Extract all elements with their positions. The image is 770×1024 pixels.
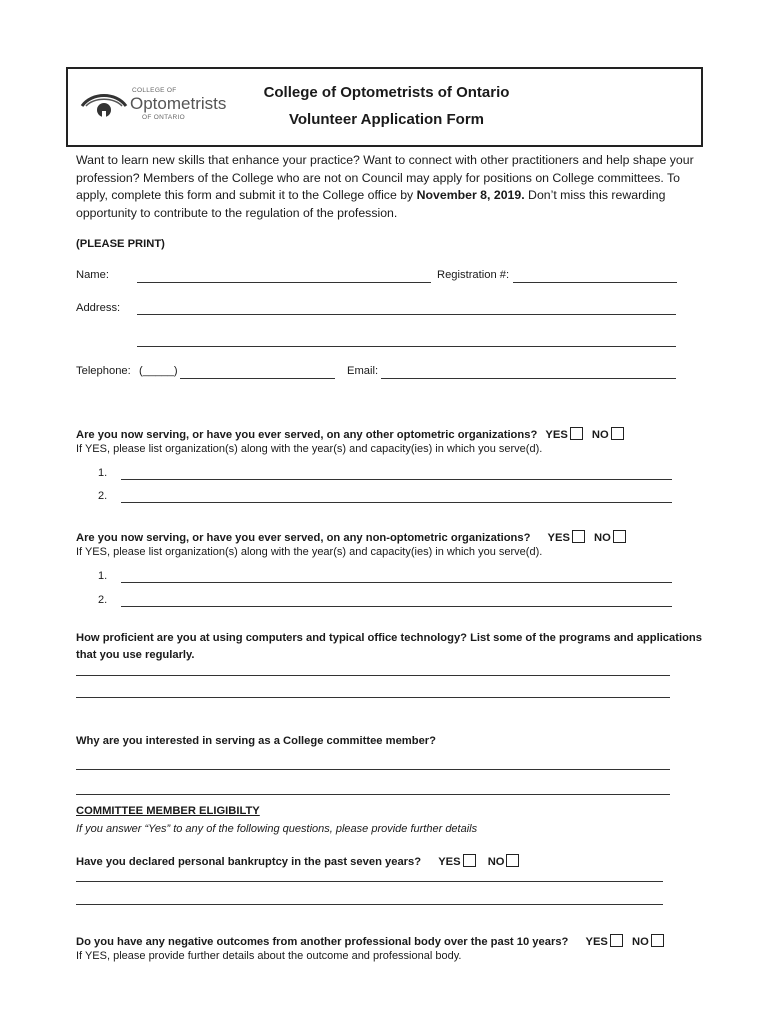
outcomes-row xyxy=(76,934,664,948)
email-label: Email: xyxy=(347,365,379,377)
eligibility-heading: COMMITTEE MEMBER ELIGIBILTY xyxy=(76,805,260,817)
logo-line-1: COLLEGE OF xyxy=(132,87,177,94)
address-label: Address: xyxy=(76,302,121,314)
bankruptcy-details-line-1[interactable] xyxy=(76,881,663,882)
outcomes-yes-label: YES xyxy=(585,936,608,948)
q1-no-checkbox[interactable] xyxy=(611,427,624,440)
outcomes-no-checkbox[interactable] xyxy=(651,934,664,947)
address-input-line-1[interactable] xyxy=(137,314,676,315)
bankruptcy-row xyxy=(76,854,519,868)
outcomes-yes-checkbox[interactable] xyxy=(610,934,623,947)
q1-no-label: NO xyxy=(591,429,609,441)
email-input-line[interactable] xyxy=(381,378,676,379)
q3-question-line-2: that you use regularly. xyxy=(76,649,195,661)
address-input-line-2[interactable] xyxy=(137,346,676,347)
q3-answer-line-1[interactable] xyxy=(76,675,670,676)
outcomes-no-label: NO xyxy=(632,936,649,948)
q2-item-2-number: 2. xyxy=(98,594,108,606)
q1-item-2-line[interactable] xyxy=(121,502,672,503)
bankruptcy-details-line-2[interactable] xyxy=(76,904,663,905)
q1-note: If YES, please list organization(s) along with the year(s) and capacity(ies) in which you serve(d). xyxy=(76,443,543,455)
name-input-line[interactable] xyxy=(137,282,431,283)
logo-line-3: OF ONTARIO xyxy=(142,114,185,121)
q2-row xyxy=(76,530,626,544)
please-print-label: (PLEASE PRINT) xyxy=(76,238,165,250)
form-header xyxy=(66,67,703,147)
q1-row xyxy=(76,427,624,441)
q4-answer-line-2[interactable] xyxy=(76,794,670,795)
q1-yes-checkbox[interactable] xyxy=(570,427,583,440)
bankruptcy-question: Have you declared personal bankruptcy in the past seven years? xyxy=(76,856,422,868)
q4-answer-line-1[interactable] xyxy=(76,769,670,770)
intro-text-end: Don’t miss this rewarding opportunity to contribute to the regulation of the profession. xyxy=(76,188,666,220)
q2-no-checkbox[interactable] xyxy=(613,530,626,543)
q2-item-1-number: 1. xyxy=(98,570,108,582)
q1-question: Are you now serving, or have you ever served, on any other optometric organizations? xyxy=(76,429,538,441)
bankruptcy-no-checkbox[interactable] xyxy=(506,854,519,867)
q2-yes-checkbox[interactable] xyxy=(572,530,585,543)
q3-answer-line-2[interactable] xyxy=(76,697,670,698)
telephone-area-code[interactable]: (_____) xyxy=(139,365,178,377)
name-label: Name: xyxy=(76,269,109,281)
q2-item-2-line[interactable] xyxy=(121,606,672,607)
form-subtitle: Volunteer Application Form xyxy=(288,111,484,128)
intro-paragraph xyxy=(76,152,706,222)
outcomes-note: If YES, please provide further details about the outcome and professional body. xyxy=(76,950,462,962)
telephone-label: Telephone: xyxy=(76,365,131,377)
q1-yes-label: YES xyxy=(545,429,568,441)
outcomes-question: Do you have any negative outcomes from another professional body over the past 10 years? xyxy=(76,936,569,948)
q2-item-1-line[interactable] xyxy=(121,582,672,583)
bankruptcy-yes-label: YES xyxy=(438,856,461,868)
intro-text: Want to learn new skills that enhance your practice? Want to connect with other practitioners and help shape your profession? Members of the College who are not on Council may apply for positions on College committees. To apply, complete this form and submit it to the College office by xyxy=(76,153,694,203)
form-title: College of Optometrists of Ontario xyxy=(263,84,510,101)
q3-question-line-1: How proficient are you at using computers and typical office technology? List some of the programs and applications xyxy=(76,632,702,644)
q2-question: Are you now serving, or have you ever served, on any non-optometric organizations? xyxy=(76,532,531,544)
q2-note: If YES, please list organization(s) along with the year(s) and capacity(ies) in which you serve(d). xyxy=(76,546,543,558)
telephone-input-line[interactable] xyxy=(180,378,335,379)
deadline: November 8, 2019. xyxy=(416,188,525,203)
bankruptcy-no-label: NO xyxy=(487,856,505,868)
q4-question: Why are you interested in serving as a College committee member? xyxy=(76,735,436,747)
registration-label: Registration #: xyxy=(437,269,510,281)
logo-line-2: Optometrists xyxy=(130,94,227,113)
q1-item-1-number: 1. xyxy=(98,467,108,479)
q1-item-2-number: 2. xyxy=(98,490,108,502)
bankruptcy-yes-checkbox[interactable] xyxy=(463,854,476,867)
registration-input-line[interactable] xyxy=(513,282,677,283)
q2-no-label: NO xyxy=(594,532,611,544)
q1-item-1-line[interactable] xyxy=(121,479,672,480)
q2-yes-label: YES xyxy=(547,532,570,544)
eligibility-instruction: If you answer “Yes” to any of the following questions, please provide further details xyxy=(76,823,478,835)
